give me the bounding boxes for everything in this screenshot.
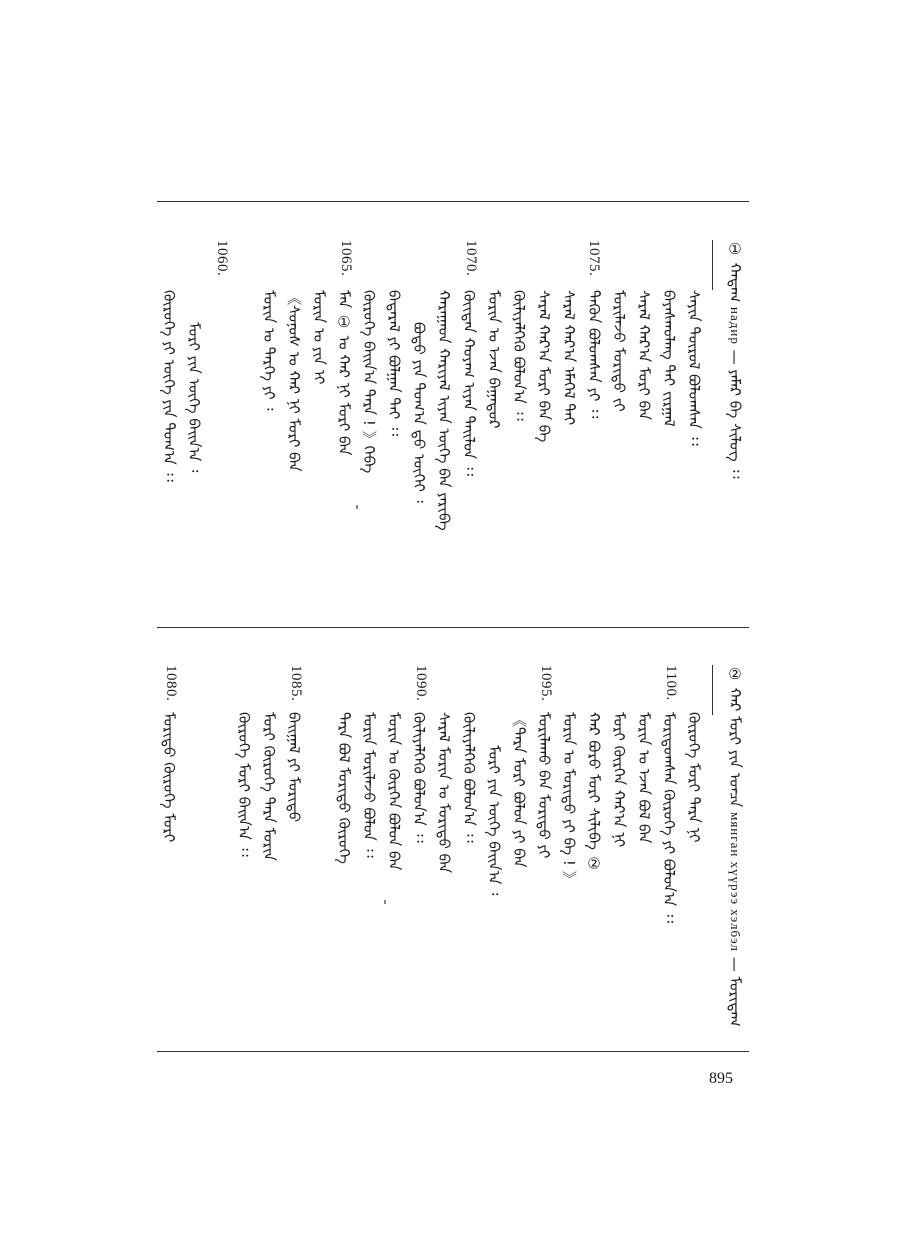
line-number: 1100. [663,665,679,701]
footnote-gloss: ᠮᠣᠷᠢᠳᠠᠭ [726,976,744,1027]
upper-footnote [727,240,743,479]
bottom-rule [157,1051,749,1052]
footnote-word: ᠬᠠᠷ ᠮᠣᠷᠢ ᠶᠢᠨ ᠣᠨᠴᠠ [726,687,744,808]
verse-line: ᠮᠣᠷᠢᠳᠤ ᠬᠦᠷᠦᠭᠡ ᠮᠣᠷᠢ [160,712,178,843]
verse-line: ᠲᠡᠭᠦᠨ ᠪᠣᠯᠤᠭᠰᠠᠨ ᠶᠢ ᠄᠄ [585,290,603,419]
verse-line: ᠰᠠᠷᠠᠯ ᠮᠣᠷᠢᠨ ᠤ ᠮᠣᠷᠢᠳᠤ ᠪᠠᠨ [435,712,453,874]
footnote-cyrillic: мянган хүүрээ хэлбэл [728,812,743,952]
verse-line: ᠰᠠᠷᠠᠯ ᠬᠠᠷ᠎ᠠ ᠮᠣᠷᠢ ᠪᠠᠨ ᠪᠡ [535,290,553,443]
footnote-word: ᠬᠠᠳ᠋ᠠᠭ [726,262,744,303]
verse-line: ᠬᠦᠯᠢᠶᠡᠯᠭᠡᠬᠦ ᠪᠣᠯᠤᠨ᠎ᠠ ᠄᠄ [410,712,428,843]
verse-line: ᠮᠣᠷᠢ ᠬᠦᠷᠭᠡᠨ ᠬᠠᠷ᠎ᠠ ᠨᠢ [610,712,628,848]
verse-line: ᠮᠣᠷᠢᠨ ᠤ ᠲᠡᠷᠭᠡ ᠶᠢ ᠄ [260,290,278,411]
verse-line: ᠮᠣᠷᠢᠨ ᠤ ᠶᠢᠨ ᠢ [310,290,328,385]
verse-line: ᠬᠦᠷᠦᠭᠡ ᠪᠠᠢᠨ᠎ᠠ ᠲᠡᠷᠡ ! 》ᠭᠡᠪᠡ [360,290,378,474]
verse-line: ᠮᠣᠷᠢᠨ ᠤ ᠡᠵᠡᠨ ᠪᠠᠭᠠᠲᠤᠷ [485,290,503,429]
line-number: 1060. [214,240,230,277]
footnote-dash: — [726,349,744,365]
verse-line: ᠮᠣᠷᠢᠨ ᠮᠣᠷᠢᠯᠠᠵᠤ ᠪᠣᠯᠤᠨ ᠄᠄ [360,712,378,858]
line-number: 1075. [586,240,602,277]
verse-line: ᠮᠣᠷᠢᠨ ᠤ ᠬᠦᠷᠭᠡᠨ ᠪᠣᠯᠤᠨ ᠪᠠᠨ [385,712,403,871]
verse-line: ᠬᠠᠷ ᠪᠣᠷᠣ ᠮᠣᠷᠢ ᠰᠢᠯᠢᠪᠡ ② [585,712,603,873]
paper-speck [384,900,386,904]
lower-footnote [727,665,743,1027]
verse-line: ᠮᠣᠷᠢ ᠶᠢᠨ ᠦᠭᠡ ᠪᠠᠢᠨ᠎ᠠ ᠄ [185,322,203,473]
verse-line: ᠪᠣᠳᠣ ᠶᠢᠨ ᠲᠣᠭ᠎ᠠ ᠳ᠋ᠤ ᠦᠭᠡᠢ ᠄ [410,322,428,503]
verse-line: ᠬᠦᠯᠢᠶᠡᠯᠭᠡᠬᠦ ᠪᠣᠯᠤᠨ᠎ᠠ ᠄᠄ [510,290,528,421]
upper-footnote-rule [712,240,713,290]
middle-rule [157,627,749,628]
line-number: 1085. [288,665,304,702]
line-number: 1095. [538,665,554,702]
verse-line: ᠰᠠᠶᠢᠨ ᠲᠦᠷᠦᠯ ᠪᠣᠯᠤᠭᠰᠠᠨ ᠄᠄ [685,290,703,446]
verse-line: ᠬᠠᠷᠠᠭᠠᠳ ᠬᠠᠷᠢᠶᠠᠯ ᠢᠶᠠᠨ ᠦᠭᠡ ᠪᠠᠨ ᠶᠠᠷᠢᠪᠠ [435,290,453,531]
verse-line: ᠪᠠᠳᠠᠷᠠᠯ ᠶᠢ ᠪᠣᠯᠭᠠᠨ ᠲᠠᠢ ᠄᠄ [385,290,403,437]
footnote-dash: — [726,956,744,972]
verse-line: ᠮᠣᠷᠢ ᠶᠢᠨ ᠦᠭᠡ ᠪᠠᠢᠨ᠎ᠠ ᠄ [485,745,503,896]
verse-line: ᠮᠣᠷᠢᠯᠠᠵᠤ ᠮᠣᠷᠢᠳᠤ ᠵᠢ [610,290,628,412]
footnote-gloss: ᠶᠠᠮᠠᠷ ᠪᠡ ᠰᠢᠯᠦᠭ ᠄᠄ [726,369,744,479]
verse-line: ᠬᠦᠷᠦᠭᠡ ᠮᠣᠷᠢ ᠲᠡᠷᠡ ᠨᠢ [685,712,703,843]
verse-line: ᠮᠣᠷᠢ ᠬᠦᠷᠦᠭᠡ ᠲᠡᠷᠡ ᠮᠣᠷᠢᠨ [260,712,278,861]
page-number: 895 [709,1070,733,1087]
verse-line: ᠰᠠᠷᠠᠯ ᠬᠠᠷ᠎ᠠ ᠮᠣᠷᠢ ᠪᠠᠨ [635,290,653,420]
verse-line: ᠬᠦᠢᠲᠡᠨ ᠬᠤᠶᠠᠭ ᠢᠶᠠᠨ ᠲᠠᠢᠯᠤᠨ ᠄᠄ [460,290,478,476]
footnote-mark: ② [726,665,744,683]
verse-line: ᠮᠣᠷᠢᠨ ᠤ ᠮᠣᠷᠢᠳᠤ ᠶᠢ ᠪᠠ ! 》 [560,712,578,886]
verse-line: ᠮᠣᠷᠢᠳᠤᠭᠰᠠᠨ ᠬᠦᠷᠦᠭᠡ ᠶᠢ ᠪᠣᠯᠤᠨ᠎ᠠ ᠄᠄ [660,712,678,924]
footnote-cyrillic: надир [728,307,743,345]
line-number: 1090. [413,665,429,702]
top-rule [157,201,749,202]
footnote-mark: ① [726,240,744,258]
verse-line: ᠬᠦᠷᠦᠭᠡ ᠶᠢ ᠦᠭᠡ ᠶᠢᠨ ᠲᠣᠭ᠎ᠠ ᠄᠄ [160,290,178,482]
line-number: 1070. [463,240,479,277]
verse-line: 《ᠲᠡᠷᠡ ᠮᠣᠷᠢ ᠪᠣᠯᠤᠨ ᠶᠢ ᠪᠡᠨ [510,712,528,868]
verse-line: ᠲᠡᠷᠡ ᠪᠣᠯ ᠮᠣᠷᠢᠳᠤ ᠬᠦᠷᠦᠭᠡ [335,712,353,864]
lower-footnote-rule [712,665,713,715]
line-number: 1080. [163,665,179,702]
paper-speck [356,505,358,509]
verse-line: ᠮᠣᠷᠢᠨ ᠤ ᠡᠵᠡᠨ ᠪᠣᠯ ᠪᠠᠨ [635,712,653,844]
verse-line: ᠬᠦᠷᠦᠭᠡ ᠮᠣᠷᠢ ᠪᠠᠢᠨ᠎ᠠ ᠄᠄ [235,712,253,857]
verse-line: ᠪᠠᠢᠭᠠᠯ ᠶᠢ ᠮᠣᠷᠢᠳᠤ [285,712,303,823]
line-number: 1065. [338,240,354,277]
verse-line: ᠬᠦᠯᠢᠶᠡᠯᠭᠡᠬᠦ ᠪᠣᠯᠤᠨ᠎ᠠ ᠄᠄ [460,712,478,843]
verse-line: ᠪᠠᠶᠠᠰᠬᠤᠯᠠᠩ ᠲᠠᠢ ᠵᠢᠷᠭᠠᠯ [660,290,678,427]
verse-line: ᠰᠠᠷᠠᠯ ᠬᠠᠷ᠎ᠠ ᠡᠮᠡᠭᠡᠯ ᠲᠡᠢ [560,290,578,426]
verse-line: ᠮᠠᠨ ① ᠤ ᠬᠠᠷ ᠨᠢ ᠮᠣᠷᠢ ᠪᠠᠨ [335,290,353,456]
verse-line: ᠮᠣᠷᠢᠯᠠᠬᠤ ᠪᠠᠨ ᠮᠣᠷᠢᠳᠤ ᠶᠢ [535,712,553,859]
verse-line: 《ᠰᠣᠨᠣᠰ ᠤ ᠬᠠᠷ ᠨᠢ ᠮᠣᠷᠢ ᠪᠡᠨ [285,290,303,472]
